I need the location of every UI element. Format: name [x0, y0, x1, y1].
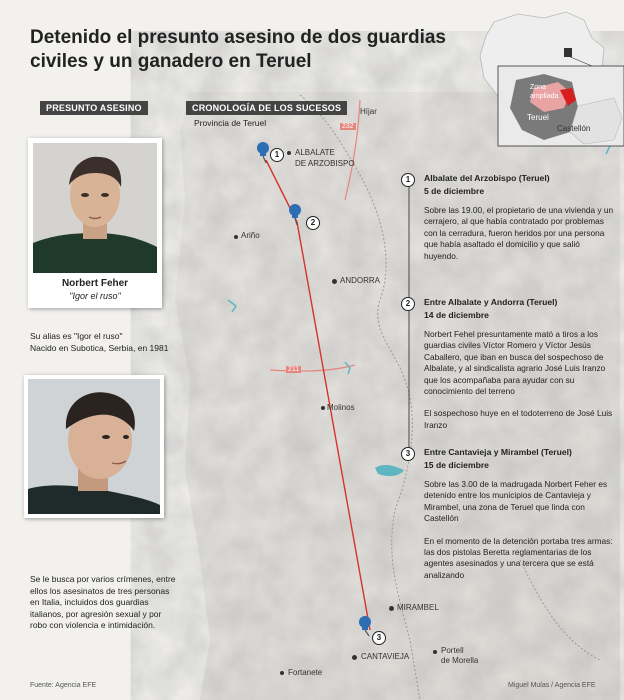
town-hijar: Híjar [360, 107, 377, 116]
town-molinos: Molinos [327, 403, 355, 412]
town-albalate-2: DE ARZOBISPO [295, 159, 355, 168]
suspect-bio [30, 331, 180, 354]
event-1 [424, 173, 614, 262]
inset-locator [564, 48, 572, 57]
suspect-section-header: PRESUNTO ASESINO [40, 101, 148, 115]
inset-zona-label: Zona ampliada [530, 84, 559, 100]
town-andorra: ANDORRA [340, 276, 381, 285]
road-label-211: 211 [288, 366, 300, 373]
town-dot-albalate [287, 151, 291, 155]
bio-line-2: Nacido en Subotica, Serbia, en 1981 [30, 342, 169, 353]
road-label-232: 232 [342, 123, 354, 130]
town-portell: Portell de Morella [441, 646, 479, 665]
event-1-text: Sobre las 19.00, el propietario de una vivienda y un cerrajero, al que había contratado por problemas con la cerradura, fueron heridos por una persona que había asaltado el domicilio y que salió huyendo. [424, 205, 614, 261]
suspect-name: Norbert Feher [61, 278, 129, 289]
inset-castellon-label: Castellón [557, 124, 591, 133]
event-3-place: Entre Cantavieja y Mirambel (Teruel) [424, 447, 572, 457]
suspect-portrait-1 [33, 143, 167, 277]
map-marker-2: 2 [306, 216, 320, 230]
town-fortanete: Fortanete [288, 668, 323, 677]
suspect-wanted-text: Se le busca por varios crímenes, entre ellos los asesinatos de tres personas en Italia, incluidos dos guardias italianos, por agresión sexual y por robo con violencia e intimidación. [30, 574, 176, 630]
town-dot-mirambel [389, 606, 394, 611]
town-dot-andorra [332, 279, 337, 284]
event-2-place: Entre Albalate y Andorra (Teruel) [424, 297, 558, 307]
town-dot-portell [433, 650, 437, 654]
event-3-text-2: En el momento de la detención portaba tres armas: las dos pistolas Beretta reglamentarias de los agentes asesinados y una tercera que se está analizando [424, 535, 613, 580]
pin-icon-2 [286, 202, 306, 226]
event-3-text-1: Sobre las 3.00 de la madrugada Norbert Feher es detenido entre los municipios de Cantavieja y Mirambel, una zona de Teruel que linda con Castellón [424, 479, 608, 524]
event-2-text-2: El sospechoso huye en el todoterreno de José Luis Iranzo [424, 408, 613, 430]
event-2-number: 2 [401, 297, 415, 311]
map-marker-3: 3 [372, 631, 386, 645]
province-label: Provincia de Teruel [194, 118, 267, 128]
suspect-portrait-2 [28, 379, 160, 515]
event-1-place: Albalate del Arzobispo (Teruel) [424, 173, 550, 183]
page-title: Detenido el presunto asesino de dos guardias civiles y un ganadero en Teruel [30, 27, 446, 72]
town-dot-fortanete [280, 671, 284, 675]
event-2-date: 14 de diciembre [424, 310, 489, 320]
event-3-number: 3 [401, 447, 415, 461]
town-mirambel: MIRAMBEL [397, 603, 439, 612]
bio-line-1: Su alias es "Igor el ruso" [30, 331, 123, 341]
town-cantavieja: CANTAVIEJA [361, 652, 410, 661]
inset-map [474, 8, 624, 148]
event-1-date: 5 de diciembre [424, 186, 485, 196]
inset-teruel-label: Teruel [527, 113, 549, 122]
town-dot-cantavieja [352, 655, 357, 660]
suspect-photo-profile [24, 375, 164, 518]
town-dot-arino [234, 235, 238, 239]
timeline-section-header: CRONOLOGÍA DE LOS SUCESOS [186, 101, 347, 115]
event-2-text-1: Norbert Fehel presuntamente mató a tiros a los guardias civiles Víctor Romero y Víctor Jesús Caballero, que iban en busca del sospechoso de Albalate, y al sindicalista agrario José Luis Iranzo que los acompañaba para ayudar con su conocimiento del terreno [424, 329, 606, 397]
event-3-date: 15 de diciembre [424, 460, 489, 470]
town-dot-molinos [321, 406, 325, 410]
suspect-alias: "Igor el ruso" [69, 291, 121, 301]
town-albalate-1: ALBALATE [295, 148, 335, 157]
footer-source: Fuente: Agencia EFE [30, 682, 97, 689]
event-2 [424, 297, 614, 431]
suspect-photo-frontal [28, 138, 162, 308]
event-1-number: 1 [401, 173, 415, 187]
event-3 [424, 447, 614, 581]
town-arino: Ariño [241, 231, 260, 240]
footer-credit: Miguel Mulas / Agencia EFE [508, 682, 596, 689]
map-marker-1: 1 [270, 148, 284, 162]
